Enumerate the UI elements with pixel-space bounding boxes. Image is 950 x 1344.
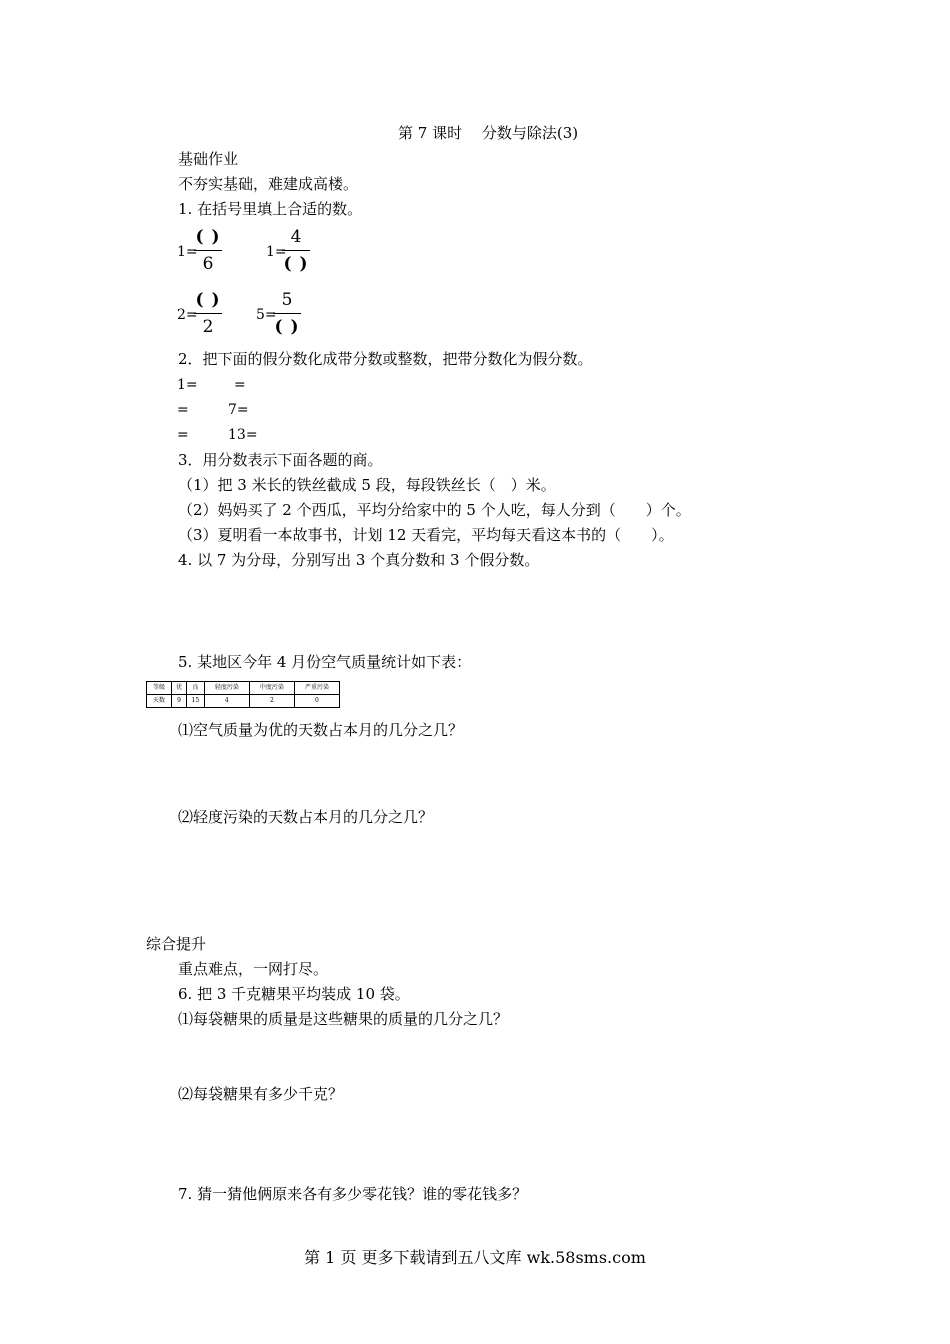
section-motto-advanced: 重点难点，一网打尽。: [178, 960, 329, 978]
q1-item3-fraction: [194, 289, 222, 338]
fraction-bar: [194, 250, 222, 251]
table-cell: 天数: [147, 695, 172, 708]
q1-item1-fraction: [194, 226, 222, 275]
q1-item3-left: 2=: [177, 307, 198, 323]
page-footer: 第 1 页 更多下载请到五八文库 wk.58sms.com: [304, 1248, 646, 1267]
question-5-prompt: 5. 某地区今年 4 月份空气质量统计如下表：: [178, 653, 472, 671]
q1-item2-fraction: [282, 226, 310, 275]
q3-item-3: （3）夏明看一本故事书，计划 12 天看完，平均每天看这本书的（ ）。: [178, 526, 674, 544]
fraction-bar: [273, 313, 301, 314]
table-header-cell: 轻度污染: [204, 682, 249, 695]
q2-row2-b: 7=: [228, 402, 249, 418]
question-4-prompt: 4. 以 7 为分母，分别写出 3 个真分数和 3 个假分数。: [178, 551, 540, 569]
table-cell: 0: [294, 695, 339, 708]
question-6-prompt: 6. 把 3 千克糖果平均装成 10 袋。: [178, 985, 410, 1003]
q2-row2-a: =: [177, 402, 189, 418]
q1-item4-numerator: 5: [281, 290, 293, 310]
q1-item3-denominator: 2: [202, 317, 214, 337]
table-cell: 2: [249, 695, 294, 708]
fraction-bar: [282, 250, 310, 251]
q1-item3-numerator: ( ): [195, 290, 221, 310]
question-2-prompt: 2．把下面的假分数化成带分数或整数，把带分数化为假分数。: [178, 350, 593, 368]
table-header-cell: 严重污染: [294, 682, 339, 695]
table-header-cell: 中度污染: [249, 682, 294, 695]
section-heading-advanced: 综合提升: [146, 935, 207, 953]
table-row: [147, 695, 340, 708]
q3-item-1: （1）把 3 米长的铁丝截成 5 段，每段铁丝长（ ）米。: [178, 476, 556, 494]
q1-item2-left: 1=: [266, 244, 287, 260]
table-header-cell: 良: [187, 682, 205, 695]
air-quality-table: [146, 681, 340, 708]
question-7-prompt: 7. 猜一猜他俩原来各有多少零花钱？谁的零花钱多？: [178, 1185, 528, 1203]
q1-item2-numerator: 4: [290, 227, 302, 247]
q6-sub-1: ⑴每袋糖果的质量是这些糖果的质量的几分之几？: [178, 1010, 509, 1028]
section-motto-basic: 不夯实基础，难建成高楼。: [178, 175, 359, 193]
q5-sub-1: ⑴空气质量为优的天数占本月的几分之几？: [178, 721, 464, 739]
q1-item1-numerator: ( ): [195, 227, 221, 247]
table-cell: 4: [204, 695, 249, 708]
q2-row3-b: 13=: [228, 427, 258, 443]
fraction-bar: [194, 313, 222, 314]
q2-row3-a: =: [177, 427, 189, 443]
q1-item4-left: 5=: [256, 307, 277, 323]
table-cell: 9: [172, 695, 187, 708]
q6-sub-2: ⑵每袋糖果有多少千克？: [178, 1085, 344, 1103]
q2-row1-b: =: [234, 377, 246, 393]
q2-row1-a: 1=: [177, 377, 198, 393]
page-title: 第 7 课时 分数与除法(3): [398, 124, 579, 142]
q1-item4-fraction: [273, 289, 301, 338]
question-1-prompt: 1. 在括号里填上合适的数。: [178, 200, 363, 218]
q1-item4-denominator: ( ): [274, 317, 300, 337]
q1-item2-denominator: ( ): [283, 254, 309, 274]
section-heading-basic: 基础作业: [178, 150, 239, 168]
q5-sub-2: ⑵轻度污染的天数占本月的几分之几？: [178, 808, 434, 826]
q1-item1-denominator: 6: [202, 254, 214, 274]
question-3-prompt: 3．用分数表示下面各题的商。: [178, 451, 383, 469]
q3-item-2: （2）妈妈买了 2 个西瓜，平均分给家中的 5 个人吃，每人分到（ ）个。: [178, 501, 691, 519]
table-cell: 15: [187, 695, 205, 708]
q1-item1-left: 1=: [177, 244, 198, 260]
table-header-cell: 等级: [147, 682, 172, 695]
table-header-cell: 优: [172, 682, 187, 695]
table-row: [147, 682, 340, 695]
